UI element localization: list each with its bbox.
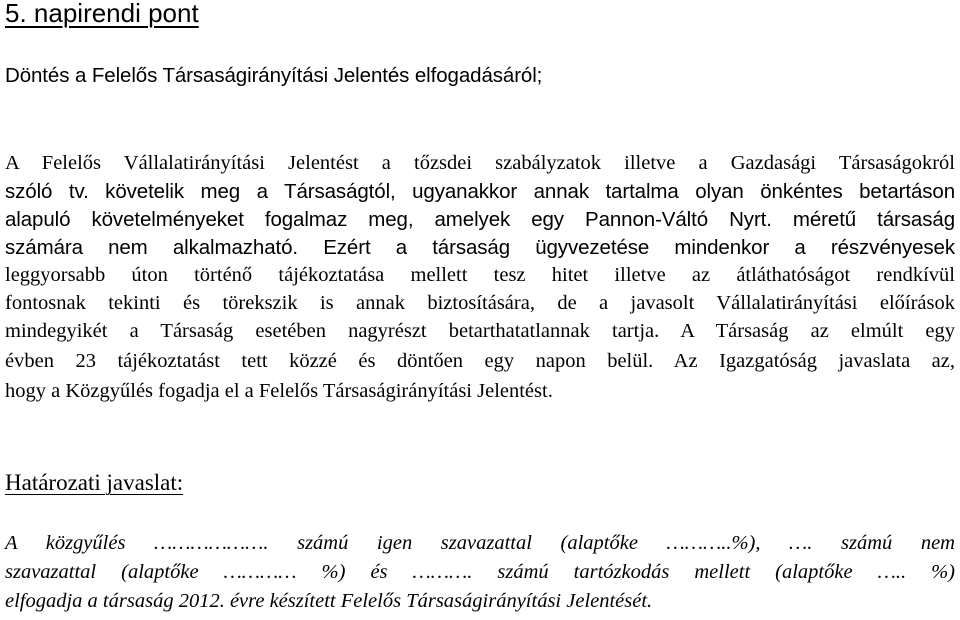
body-line: számára nem alkalmazható. Ezért a társaság ügyvezetése mindenkor a részvényesek (5, 236, 955, 259)
decision-line: Döntés a Felelős Társaságirányítási Jelentés elfogadásáról; (5, 64, 543, 87)
body-line: szóló tv. követelik meg a Társaságtól, ugyanakkor annak tartalma olyan önkéntes betartáson (5, 180, 955, 203)
body-line: alapuló követelményeket fogalmaz meg, amelyek egy Pannon-Váltó Nyrt. méretű társaság (5, 208, 955, 231)
resolution-line: A közgyűlés ………………. számú igen szavazattal (alaptőke ………..%), …. számú nem (5, 532, 955, 554)
body-line: mindegyikét a Társaság esetében nagyrészt betarthatatlannak tartja. A Társaság az elmúlt egy (5, 320, 955, 342)
body-line: hogy a Közgyűlés fogadja el a Felelős Társaságirányítási Jelentést. (5, 380, 553, 402)
resolution-line: elfogadja a társaság 2012. évre készített Felelős Társaságirányítási Jelentését. (5, 590, 653, 612)
body-line: A Felelős Vállalatirányítási Jelentést a tőzsdei szabályzatok illetve a Gazdasági Társaságokról (5, 152, 955, 174)
resolution-line: szavazattal (alaptőke ………… %) és ………. számú tartózkodás mellett (alaptőke ….. %) (5, 561, 955, 583)
agenda-title: 5. napirendi pont (5, 0, 199, 28)
body-line: évben 23 tájékoztatást tett közzé és döntően egy napon belül. Az Igazgatóság javaslata az, (5, 350, 955, 372)
resolution-heading: Határozati javaslat: (5, 470, 184, 495)
body-line: fontosnak tekinti és törekszik is annak biztosítására, de a javasolt Vállalatirányítási előírások (5, 292, 955, 314)
body-line: leggyorsabb úton történő tájékoztatása mellett tesz hitet illetve az átláthatóságot rendkívül (5, 264, 955, 286)
